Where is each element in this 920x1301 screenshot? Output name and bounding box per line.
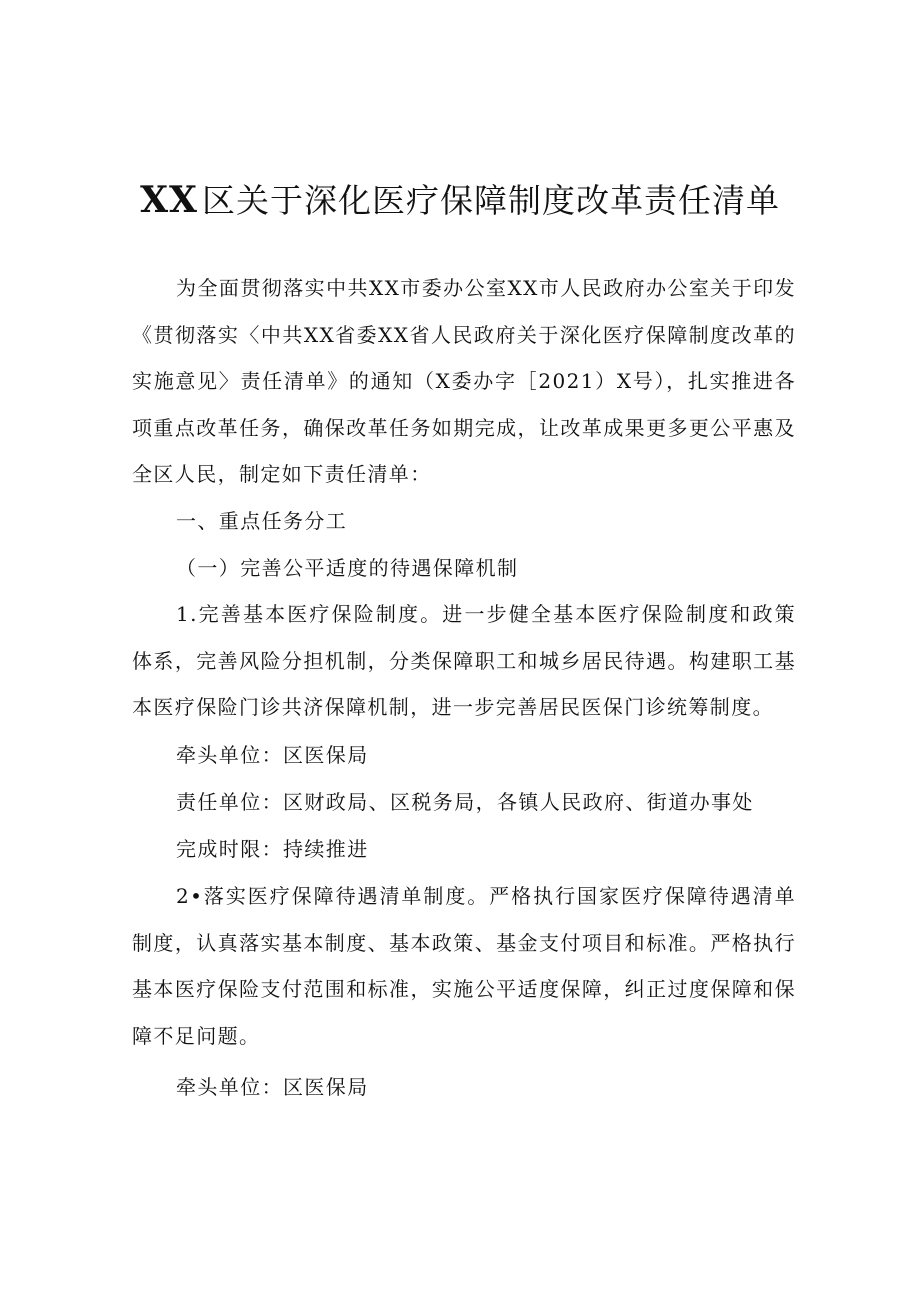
subsection-heading: （一）完善公平适度的待遇保障机制 [176, 556, 519, 580]
item-1-paragraph: 1.完善基本医疗保险制度。进一步健全基本医疗保险制度和政策体系，完善风险分担机制，分类保障职工和城乡居民待遇。构建职工基本医疗保险门诊共济保障机制，进一步完善居民医保门诊统筹制度。 [132, 602, 796, 719]
intro-paragraph: 为全面贯彻落实中共XX市委办公室XX市人民政府办公室关于印发《贯彻落实〈中共XX省委XX省人民政府关于深化医疗保障制度改革的实施意见〉责任清单》的通知（X委办字［2021）X号），扎实推进各项重点改革任务，确保改革任务如期完成，让改革成果更多更公平惠及全区人民，制定如下责任清单： [132, 276, 796, 486]
item-1-deadline: 完成时限：持续推进 [176, 837, 369, 861]
item-1-responsible-units: 责任单位：区财政局、区税务局，各镇人民政府、街道办事处 [176, 790, 754, 814]
item-2-paragraph: 2•落实医疗保障待遇清单制度。严格执行国家医疗保障待遇清单制度，认真落实基本制度、基本政策、基金支付项目和标准。严格执行基本医疗保险支付范围和标准，实施公平适度保障，纠正过度保障和保障不足问题。 [132, 884, 796, 1048]
title-text: 区关于深化医疗保障制度改革责任清单 [201, 181, 780, 220]
item-1-lead-unit: 牵头单位：区医保局 [176, 743, 369, 767]
item-2-lead-unit: 牵头单位：区医保局 [176, 1075, 369, 1099]
title-prefix: XX [140, 179, 198, 221]
document-title [0, 176, 920, 225]
section-heading: 一、重点任务分工 [176, 509, 348, 533]
